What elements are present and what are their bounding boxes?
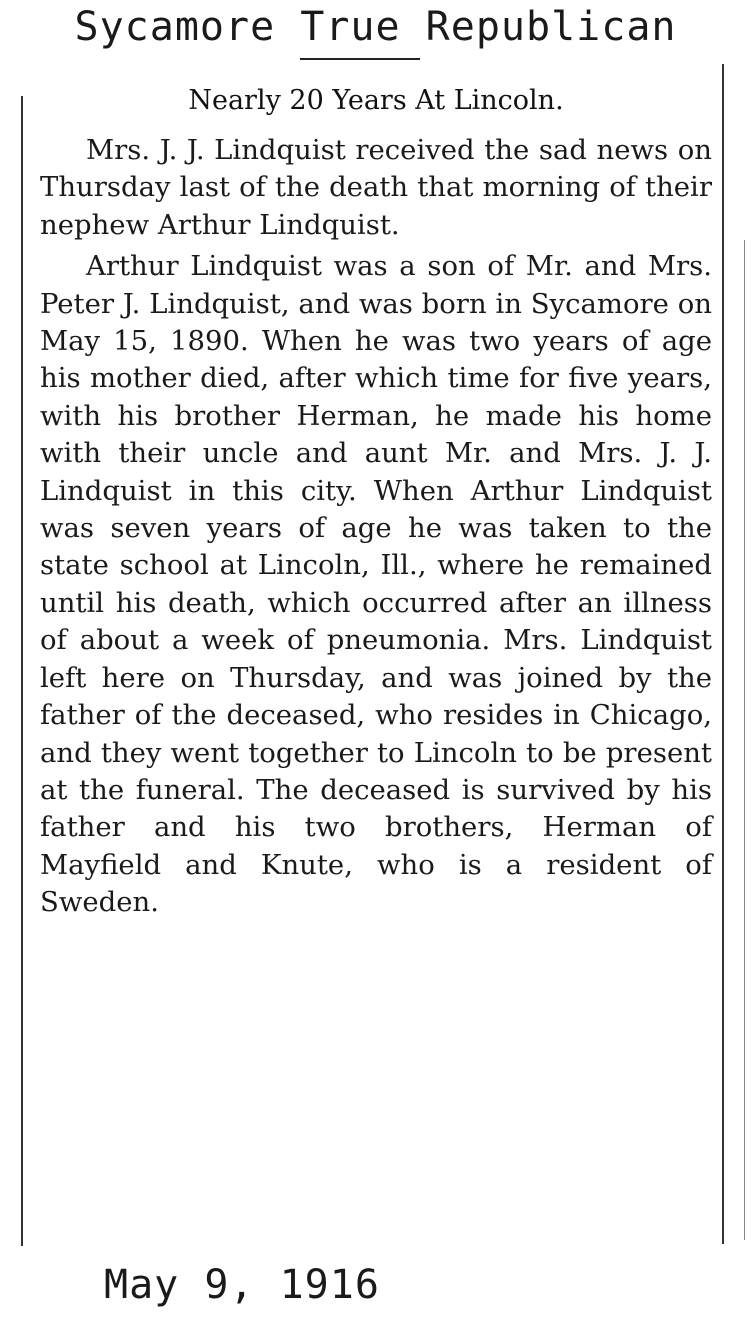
article-paragraph-2: Arthur Lindquist was a son of Mr. and Mrs. Peter J. Lindquist, and was born in Sycamore on May 15, 1890. When he was two years of age his mother died, after which time for five years, with his brother Herman, he made his home with their uncle and aunt Mr. and Mrs. J. J. Lindquist in this city. When Arthur Lindquist was seven years of age he was taken to the state school at Lincoln, Ill., where he remained until his death, which occurred after an illness of about a week of pneumonia. Mrs. Lindquist left here on Thursday, and was joined by the father of the deceased, who resides in Chicago, and they went together to Lincoln to be present at the funeral. The deceased is survived by his father and his two brothers, Herman of Mayfield and Knute, who is a resident of Sweden. <box>40 250 712 919</box>
publication-date: May 9, 1916 <box>104 1262 380 1308</box>
article-clipping <box>40 84 712 922</box>
masthead-underline <box>300 58 420 60</box>
article-paragraph-1: Mrs. J. J. Lindquist received the sad news on Thursday last of the death that morning of their nephew Arthur Lindquist. <box>40 134 712 241</box>
column-divider-left <box>21 96 23 1246</box>
article-headline: Nearly 20 Years At Lincoln. <box>188 85 564 116</box>
masthead-title: Sycamore True Republican <box>74 4 677 50</box>
column-divider-far-right <box>744 240 745 1240</box>
column-divider-right <box>722 64 724 1244</box>
